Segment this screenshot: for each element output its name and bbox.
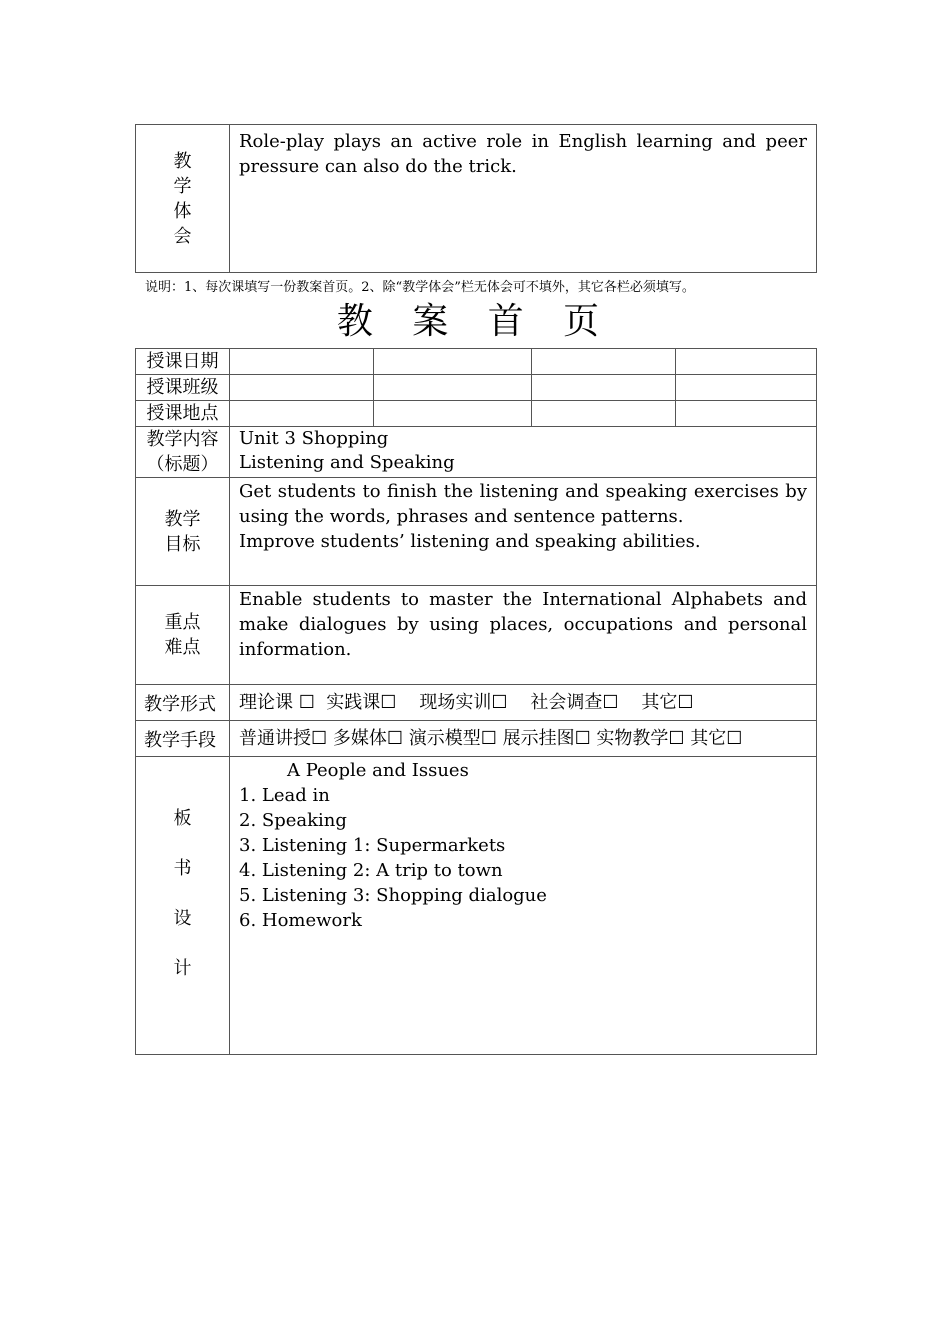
- class-cell-2: [374, 375, 532, 401]
- content-label: 教学内容 （标题）: [136, 427, 230, 478]
- place-cell-4: [676, 401, 817, 427]
- date-cell-4: [676, 349, 817, 375]
- content-row: [136, 427, 817, 478]
- class-cell-4: [676, 375, 817, 401]
- board-label: 板 书 设 计: [136, 757, 230, 1055]
- class-row: [136, 375, 817, 401]
- list-item: 4. Listening 2: A trip to town: [239, 860, 503, 881]
- board-heading: A People and Issues: [287, 760, 469, 781]
- place-cell-3: [532, 401, 676, 427]
- board-row: [136, 757, 817, 1055]
- page-title: 教 案 首 页: [336, 301, 614, 342]
- form-label: 教学形式: [136, 685, 230, 721]
- objectives-label: 教学 目标: [136, 478, 230, 586]
- instruction-note: 说明：1、每次课填写一份教案首页。2、除“教学体会”栏无体会可不填外，其它各栏必须填写。: [145, 280, 695, 295]
- key-points-label: 重点 难点: [136, 586, 230, 685]
- objectives-text: Get students to finish the listening and speaking exercises by using the words, phrases and sentence patterns. Improve students’ listening and speaking abilities.: [230, 478, 817, 586]
- class-cell-1: [230, 375, 374, 401]
- list-item: 3. Listening 1: Supermarkets: [239, 835, 506, 856]
- list-item: 5. Listening 3: Shopping dialogue: [239, 885, 547, 906]
- list-item: 6. Homework: [239, 910, 362, 931]
- key-points-text: Enable students to master the International Alphabets and make dialogues by using places, occupations and personal information.: [230, 586, 817, 685]
- form-row: [136, 685, 817, 721]
- lesson-plan-table: [135, 348, 817, 1055]
- objectives-row: [136, 478, 817, 586]
- experience-label: 教 学 体 会: [136, 125, 230, 273]
- place-row: [136, 401, 817, 427]
- means-options: 普通讲授☐ 多媒体☐ 演示模型☐ 展示挂图☐ 实物教学☐ 其它☐: [230, 721, 817, 757]
- place-cell-2: [374, 401, 532, 427]
- means-label: 教学手段: [136, 721, 230, 757]
- place-cell-1: [230, 401, 374, 427]
- means-row: [136, 721, 817, 757]
- date-label: 授课日期: [136, 349, 230, 375]
- list-item: 1. Lead in: [239, 785, 330, 806]
- date-row: [136, 349, 817, 375]
- content-text: Unit 3 Shopping Listening and Speaking: [230, 427, 817, 478]
- form-options: 理论课 ☐ 实践课☐ 现场实训☐ 社会调查☐ 其它☐: [230, 685, 817, 721]
- date-cell-2: [374, 349, 532, 375]
- key-points-row: [136, 586, 817, 685]
- class-label: 授课班级: [136, 375, 230, 401]
- experience-text: Role-play plays an active role in English learning and peer pressure can also do the trick.: [230, 125, 817, 273]
- place-label: 授课地点: [136, 401, 230, 427]
- date-cell-3: [532, 349, 676, 375]
- list-item: 2. Speaking: [239, 810, 347, 831]
- teaching-experience-table: [135, 124, 817, 273]
- class-cell-3: [532, 375, 676, 401]
- date-cell-1: [230, 349, 374, 375]
- board-content: [230, 757, 817, 1055]
